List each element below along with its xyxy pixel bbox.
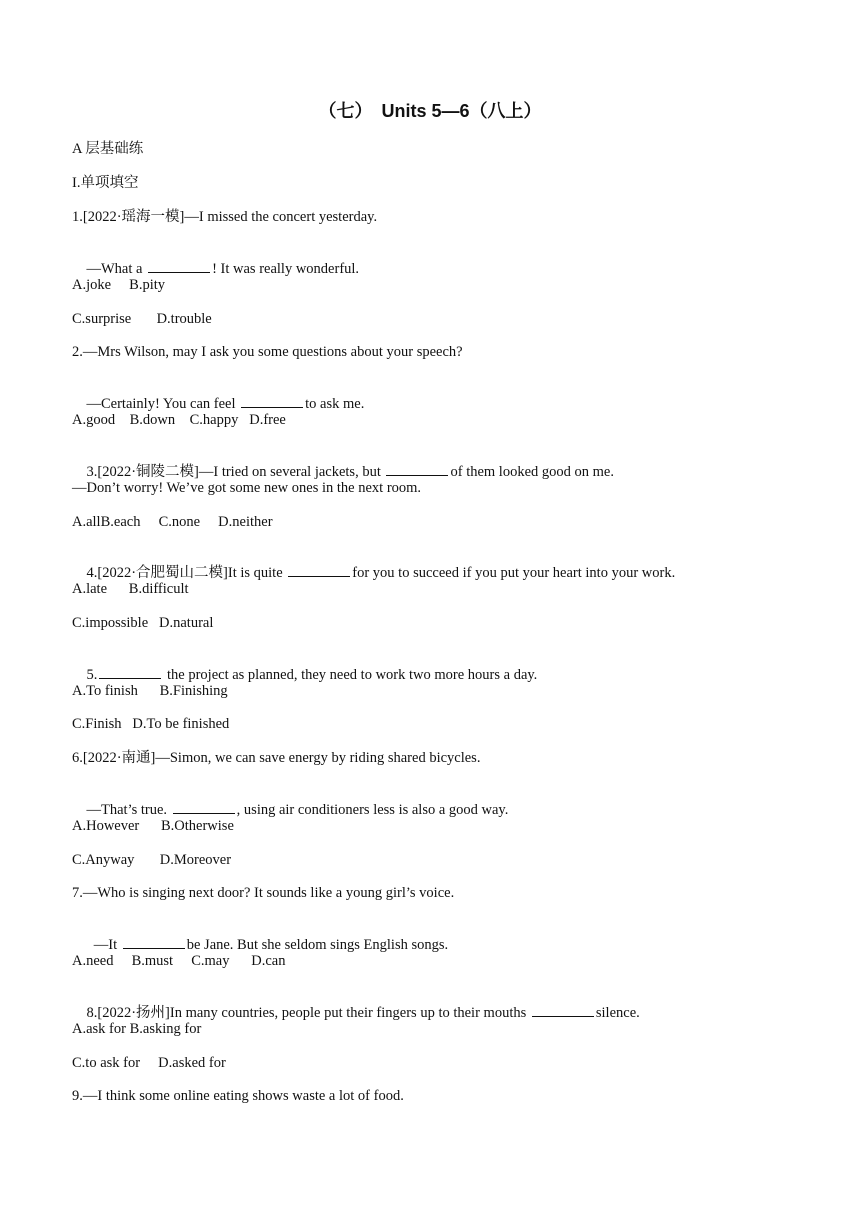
question-3-dialog: —Don’t worry! We’ve got some new ones in the next room. xyxy=(72,480,422,496)
question-8-options-ab: A.ask for B.asking for xyxy=(72,1021,202,1037)
question-3-stem-post: of them looked good on me. xyxy=(450,464,614,480)
question-1-options-ab: A.joke B.pity xyxy=(72,277,166,293)
question-2-options: A.good B.down C.happy D.free xyxy=(72,412,286,428)
answer-blank xyxy=(532,1004,594,1017)
question-7-dialog-post: be Jane. But she seldom sings English songs. xyxy=(186,937,449,953)
question-4-stem-pre: 4.[2022·合肥蜀山二模]It is quite xyxy=(86,565,287,581)
question-1-dialog-post: ! It was really wonderful. xyxy=(212,261,360,277)
question-5-stem-post: the project as planned, they need to work two more hours a day. xyxy=(163,667,538,683)
answer-blank xyxy=(123,936,185,949)
section-heading: A 层基础练 xyxy=(72,141,144,157)
question-1-dialog-pre: —What a xyxy=(86,261,147,277)
question-1-options-cd: C.surprise D.trouble xyxy=(72,311,212,327)
question-3-stem-pre: 3.[2022·铜陵二模]—I tried on several jackets, but xyxy=(86,464,385,480)
page-title: （七） Units 5—6（八上） xyxy=(318,101,542,121)
question-2-dialog-pre: —Certainly! You can feel xyxy=(86,396,240,412)
question-8-stem-post: silence. xyxy=(595,1005,640,1021)
question-1-stem: 1.[2022·瑶海一模]—I missed the concert yesterday. xyxy=(72,209,378,225)
question-6-options-cd: C.Anyway D.Moreover xyxy=(72,852,232,868)
question-7-stem: 7.—Who is singing next door? It sounds like a young girl’s voice. xyxy=(72,885,455,901)
answer-blank xyxy=(173,801,235,814)
question-8-stem-pre: 8.[2022·扬州]In many countries, people put their fingers up to their mouths xyxy=(86,1005,530,1021)
question-2-stem: 2.—Mrs Wilson, may I ask you some questions about your speech? xyxy=(72,344,463,360)
question-5-stem-pre: 5. xyxy=(86,667,98,683)
question-6-dialog-post: , using air conditioners less is also a good way. xyxy=(236,802,509,818)
question-6-options-ab: A.However B.Otherwise xyxy=(72,818,234,834)
question-7-dialog-pre: —It xyxy=(86,937,121,953)
question-8-options-cd: C.to ask for D.asked for xyxy=(72,1055,226,1071)
question-9-stem: 9.—I think some online eating shows waste a lot of food. xyxy=(72,1088,404,1104)
answer-blank xyxy=(386,463,448,476)
answer-blank xyxy=(99,666,161,679)
answer-blank xyxy=(241,395,303,408)
question-5-options-cd: C.Finish D.To be finished xyxy=(72,716,230,732)
question-4-options-ab: A.late B.difficult xyxy=(72,581,189,597)
question-3-options: A.allB.each C.none D.neither xyxy=(72,514,273,530)
answer-blank xyxy=(148,260,210,273)
answer-blank xyxy=(288,564,350,577)
question-6-stem: 6.[2022·南通]—Simon, we can save energy by riding shared bicycles. xyxy=(72,750,481,766)
question-4-options-cd: C.impossible D.natural xyxy=(72,615,214,631)
question-2-dialog-post: to ask me. xyxy=(305,396,365,412)
question-6-dialog-pre: —That’s true. xyxy=(86,802,171,818)
question-4-stem-post: for you to succeed if you put your heart into your work. xyxy=(352,565,676,581)
question-5-options-ab: A.To finish B.Finishing xyxy=(72,683,228,699)
part-heading: I.单项填空 xyxy=(72,175,139,191)
question-7-options: A.need B.must C.may D.can xyxy=(72,953,286,969)
